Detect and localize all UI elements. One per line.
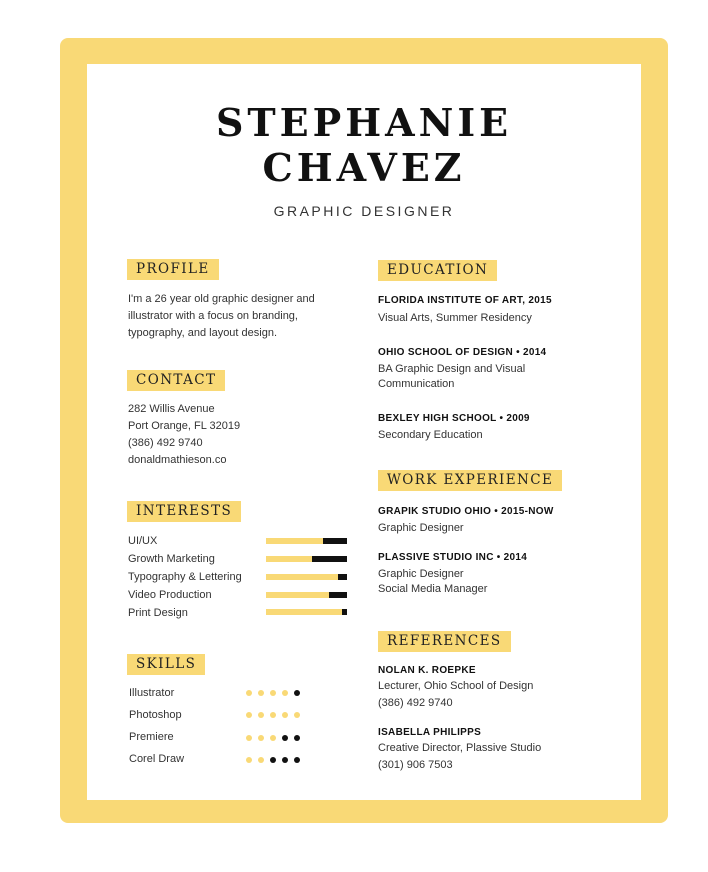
skill-dot	[246, 757, 252, 763]
interest-level-bar	[266, 538, 347, 544]
reference-name: NOLAN K. ROEPKE	[378, 665, 476, 676]
references-heading: REFERENCES	[378, 631, 511, 652]
education-entry-detail: Communication	[378, 378, 455, 390]
skill-dot	[258, 690, 264, 696]
skill-dot	[294, 757, 300, 763]
interest-level-bar	[266, 574, 347, 580]
interest-label: UI/UX	[128, 535, 158, 547]
education-entry-detail: Secondary Education	[378, 429, 483, 441]
skill-dot	[270, 757, 276, 763]
skill-dot	[270, 735, 276, 741]
profile-text-line: typography, and layout design.	[128, 327, 278, 339]
interest-level-bar	[266, 609, 347, 615]
job-title: GRAPHIC DESIGNER	[273, 203, 455, 219]
interest-label: Print Design	[128, 607, 188, 619]
skills-heading: SKILLS	[127, 654, 205, 675]
candidate-name	[87, 100, 641, 190]
skill-dot	[294, 712, 300, 718]
skill-label: Photoshop	[129, 709, 182, 721]
interest-level-fill	[342, 609, 347, 615]
skill-label: Premiere	[129, 731, 174, 743]
profile-heading: PROFILE	[127, 259, 219, 280]
skill-dot	[258, 712, 264, 718]
skill-dot	[246, 735, 252, 741]
skill-dot	[282, 735, 288, 741]
skill-dot	[258, 735, 264, 741]
contact-address-line1: 282 Willis Avenue	[128, 403, 215, 415]
contact-website: donaldmathieson.co	[128, 454, 227, 466]
skill-dot	[282, 757, 288, 763]
interest-label: Growth Marketing	[128, 553, 215, 565]
profile-text-line: illustrator with a focus on branding,	[128, 310, 298, 322]
interest-level-fill	[312, 556, 347, 562]
name-line-first: STEPHANIE	[215, 100, 513, 145]
education-heading: EDUCATION	[378, 260, 497, 281]
reference-detail: Creative Director, Plassive Studio	[378, 742, 542, 754]
reference-detail: Lecturer, Ohio School of Design	[378, 680, 534, 692]
work-entry-title: PLASSIVE STUDIO INC • 2014	[378, 552, 528, 563]
interest-level-fill	[338, 574, 347, 580]
education-entry-title: BEXLEY HIGH SCHOOL • 2009	[378, 413, 530, 424]
reference-name: ISABELLA PHILIPPS	[378, 727, 482, 738]
interests-heading: INTERESTS	[127, 501, 241, 522]
contact-phone: (386) 492 9740	[128, 437, 203, 449]
education-entry-title: OHIO SCHOOL OF DESIGN • 2014	[378, 347, 547, 358]
education-entry-detail: BA Graphic Design and Visual	[378, 363, 526, 375]
skill-label: Corel Draw	[129, 753, 185, 765]
interest-level-bar	[266, 556, 347, 562]
work-entry-detail: Social Media Manager	[378, 583, 488, 595]
education-entry-title: FLORIDA INSTITUTE OF ART, 2015	[378, 295, 552, 306]
skill-dot	[258, 757, 264, 763]
work-entry-title: GRAPIK STUDIO OHIO • 2015-NOW	[378, 506, 554, 517]
contact-heading: CONTACT	[127, 370, 225, 391]
skill-dot	[246, 690, 252, 696]
reference-phone: (301) 906 7503	[378, 759, 453, 771]
skill-dot	[294, 690, 300, 696]
education-entry-detail: Visual Arts, Summer Residency	[378, 312, 532, 324]
interest-label: Video Production	[128, 589, 212, 601]
skill-dot	[270, 712, 276, 718]
skill-dot	[270, 690, 276, 696]
work-experience-heading: WORK EXPERIENCE	[378, 470, 562, 491]
skill-dot	[282, 690, 288, 696]
work-entry-detail: Graphic Designer	[378, 568, 464, 580]
skill-dot	[282, 712, 288, 718]
skill-label: Illustrator	[129, 687, 175, 699]
interest-level-bar	[266, 592, 347, 598]
reference-phone: (386) 492 9740	[378, 697, 453, 709]
skill-dot	[246, 712, 252, 718]
interest-level-fill	[329, 592, 347, 598]
work-entry-detail: Graphic Designer	[378, 522, 464, 534]
interest-level-fill	[323, 538, 347, 544]
interest-label: Typography & Lettering	[128, 571, 242, 583]
profile-text-line: I'm a 26 year old graphic designer and	[128, 293, 315, 305]
name-line-last: CHAVEZ	[262, 145, 466, 190]
contact-address-line2: Port Orange, FL 32019	[128, 420, 241, 432]
skill-dot	[294, 735, 300, 741]
